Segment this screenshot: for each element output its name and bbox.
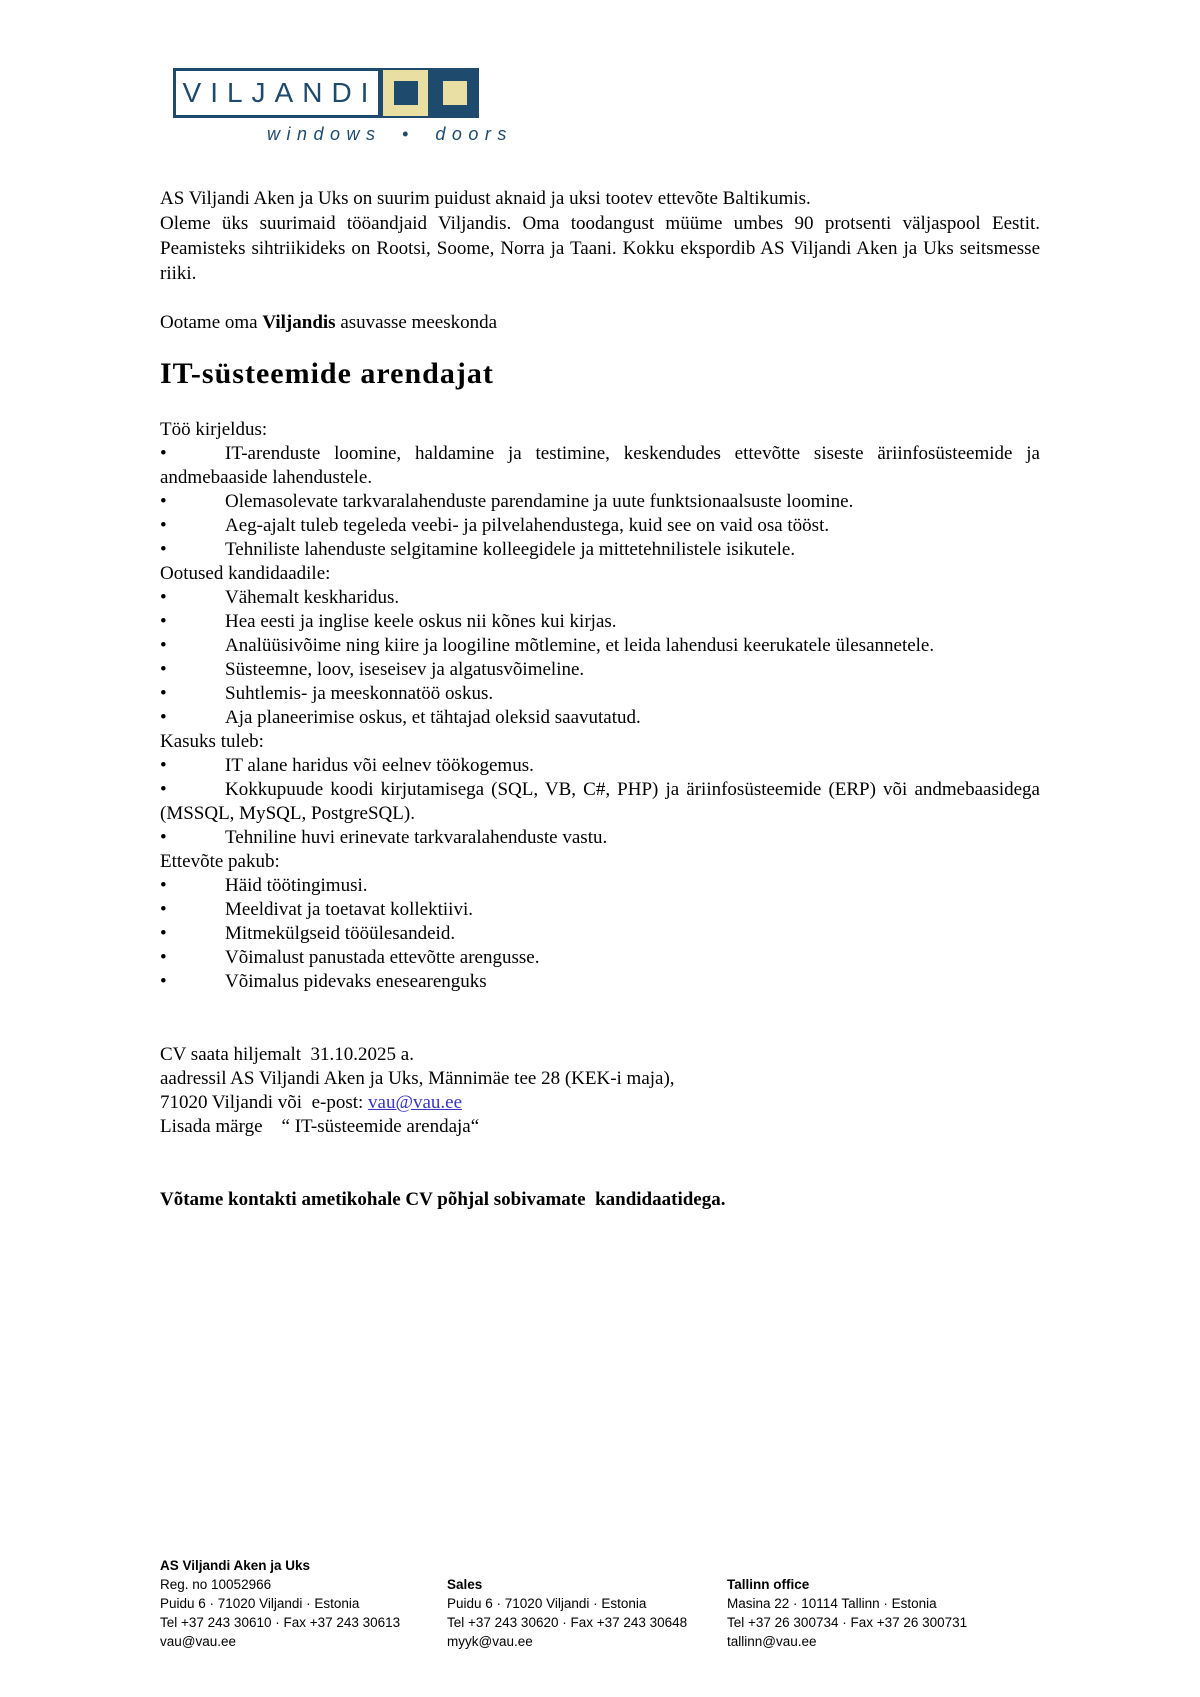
bullet-text: Olemasolevate tarkvaralahenduste parendamine ja uute funktsionaalsuste loomine. bbox=[225, 491, 854, 512]
bullet-item bbox=[160, 898, 1040, 922]
logo-wordmark-box bbox=[173, 68, 381, 118]
bullet-marker: • bbox=[160, 683, 167, 704]
bullet-item bbox=[160, 826, 1040, 850]
bullet-marker: • bbox=[160, 947, 167, 968]
bullet-text: IT alane haridus või eelnev töökogemus. bbox=[225, 755, 534, 776]
logo-door-inner-square bbox=[443, 81, 467, 105]
cv-note-line: Lisada märge “ IT-süsteemide arendaja“ bbox=[160, 1116, 480, 1137]
bullet-text: Süsteemne, loov, iseseisev ja algatusvõimeline. bbox=[225, 659, 585, 680]
bullet-text: Tehniliste lahenduste selgitamine kolleegidele ja mittetehnilistele isikutele. bbox=[225, 539, 796, 560]
bullet-item bbox=[160, 538, 1040, 562]
bullet-item bbox=[160, 514, 1040, 538]
logo-row bbox=[173, 68, 567, 118]
bullet-text: Häid töötingimusi. bbox=[225, 875, 368, 896]
bullet-marker: • bbox=[160, 971, 167, 992]
section-heading-expectations: Ootused kandidaadile: bbox=[160, 563, 331, 584]
section-heading-job-description: Töö kirjeldus: bbox=[160, 419, 268, 440]
bullet-marker: • bbox=[160, 875, 167, 896]
cv-email-prefix: 71020 Viljandi või e-post: bbox=[160, 1092, 369, 1113]
bullet-item bbox=[160, 658, 1040, 682]
email-link[interactable]: vau@vau.ee bbox=[368, 1092, 463, 1113]
bullet-marker: • bbox=[160, 755, 167, 776]
bullet-marker: • bbox=[160, 443, 167, 464]
bullet-text: Vähemalt keskharidus. bbox=[225, 587, 400, 608]
bullet-marker: • bbox=[160, 611, 167, 632]
bullet-text: Aeg-ajalt tuleb tegeleda veebi- ja pilvelahendustega, kuid see on vaid osa tööst. bbox=[225, 515, 830, 536]
logo-door-icon bbox=[430, 68, 479, 118]
footer-sales-email: myyk@vau.ee bbox=[447, 1634, 533, 1649]
bullet-text: Mitmekülgseid tööülesandeid. bbox=[225, 923, 456, 944]
bullet-text: Tehniline huvi erinevate tarkvaralahenduste vastu. bbox=[225, 827, 608, 848]
footer-company-column bbox=[160, 1556, 447, 1651]
bullet-marker: • bbox=[160, 827, 167, 848]
intro-paragraph: Oleme üks suurimaid tööandjaid Viljandis. Oma toodangust müüme umbes 90 protsenti väljaspool Eestit. Peamisteks sihtriikideks on Rootsi, Soome, Norra ja Taani. Kokku ekspordib AS Viljandi Aken ja Uks seitsmesse riiki. bbox=[160, 213, 1040, 284]
bullet-marker: • bbox=[160, 779, 167, 800]
invite-suffix: asuvasse meeskonda bbox=[335, 312, 498, 333]
bullet-text: Võimalust panustada ettevõtte arengusse. bbox=[225, 947, 540, 968]
cv-email-line bbox=[160, 1091, 1040, 1115]
footer bbox=[160, 1556, 1070, 1651]
bullet-item bbox=[160, 922, 1040, 946]
footer-sales-address: Puidu 6 · 71020 Viljandi · Estonia bbox=[447, 1596, 647, 1611]
logo-window-inner-square bbox=[394, 81, 418, 105]
bullet-item bbox=[160, 946, 1040, 970]
bullet-item bbox=[160, 754, 1040, 778]
footer-sales-column bbox=[447, 1575, 727, 1651]
cv-deadline-line: CV saata hiljemalt 31.10.2025 a. bbox=[160, 1044, 414, 1065]
job-title: IT-süsteemide arendajat bbox=[160, 357, 494, 390]
bullet-marker: • bbox=[160, 659, 167, 680]
footer-tallinn-email: tallinn@vau.ee bbox=[727, 1634, 817, 1649]
footer-tallinn-address: Masina 22 · 10114 Tallinn · Estonia bbox=[727, 1596, 937, 1611]
bullet-item bbox=[160, 970, 1040, 994]
bullet-text: Suhtlemis- ja meeskonnatöö oskus. bbox=[225, 683, 494, 704]
invite-line bbox=[160, 311, 1040, 335]
footer-company-title: AS Viljandi Aken ja Uks bbox=[160, 1558, 311, 1573]
section-heading-company-offers: Ettevõte pakub: bbox=[160, 851, 280, 872]
invite-prefix: Ootame oma bbox=[160, 312, 263, 333]
bullet-item bbox=[160, 874, 1040, 898]
bullet-marker: • bbox=[160, 899, 167, 920]
job-posting-content bbox=[160, 186, 1040, 1212]
bullet-item bbox=[160, 634, 1040, 658]
cv-address-line: aadressil AS Viljandi Aken ja Uks, Männimäe tee 28 (KEK-i maja), bbox=[160, 1068, 675, 1089]
bullet-text: IT-arenduste loomine, haldamine ja testimine, keskendudes ettevõtte siseste äriinfosüsteemide ja andmebaaside lahendustele. bbox=[160, 443, 1040, 488]
footer-tallinn-phone: Tel +37 26 300734 · Fax +37 26 300731 bbox=[727, 1615, 968, 1630]
footer-tallinn-title: Tallinn office bbox=[727, 1577, 810, 1592]
bullet-item bbox=[160, 586, 1040, 610]
bullet-item bbox=[160, 682, 1040, 706]
bullet-item bbox=[160, 778, 1040, 826]
bullet-marker: • bbox=[160, 539, 167, 560]
bullet-text: Aja planeerimise oskus, et tähtajad oleksid saavutatud. bbox=[225, 707, 641, 728]
application-instructions bbox=[160, 1043, 1040, 1139]
bullet-text: Hea eesti ja inglise keele oskus nii kõnes kui kirjas. bbox=[225, 611, 617, 632]
bullet-marker: • bbox=[160, 515, 167, 536]
bullet-marker: • bbox=[160, 635, 167, 656]
bullet-marker: • bbox=[160, 587, 167, 608]
footer-company-address: Puidu 6 · 71020 Viljandi · Estonia bbox=[160, 1596, 360, 1611]
bullet-text: Meeldivat ja toetavat kollektiivi. bbox=[225, 899, 473, 920]
company-logo bbox=[173, 68, 567, 145]
bullet-text: Analüüsivõime ning kiire ja loogiline mõtlemine, et leida lahendusi keerukatele ülesannetele. bbox=[225, 635, 935, 656]
intro-line: AS Viljandi Aken ja Uks on suurim puidust aknaid ja uksi tootev ettevõte Baltikumis. bbox=[160, 188, 811, 209]
bullet-text: Võimalus pidevaks enesearenguks bbox=[225, 971, 487, 992]
bullet-item bbox=[160, 442, 1040, 490]
footer-company-phone: Tel +37 243 30610 · Fax +37 243 30613 bbox=[160, 1615, 401, 1630]
logo-brand-text: VILJANDI bbox=[182, 77, 378, 108]
bullet-item bbox=[160, 706, 1040, 730]
bullet-marker: • bbox=[160, 923, 167, 944]
footer-company-reg: Reg. no 10052966 bbox=[160, 1577, 272, 1592]
bullet-item bbox=[160, 610, 1040, 634]
footer-sales-title: Sales bbox=[447, 1577, 483, 1592]
bullet-marker: • bbox=[160, 707, 167, 728]
closing-statement: Võtame kontakti ametikohale CV põhjal sobivamate kandidaatidega. bbox=[160, 1189, 726, 1210]
logo-window-icon bbox=[381, 68, 430, 118]
footer-sales-phone: Tel +37 243 30620 · Fax +37 243 30648 bbox=[447, 1615, 688, 1630]
logo-tagline: windows • doors bbox=[267, 124, 513, 144]
footer-tallinn-column bbox=[727, 1575, 967, 1651]
section-heading-advantages: Kasuks tuleb: bbox=[160, 731, 264, 752]
invite-location: Viljandis bbox=[262, 312, 336, 333]
footer-company-email: vau@vau.ee bbox=[160, 1634, 237, 1649]
bullet-text: Kokkupuude koodi kirjutamisega (SQL, VB, C#, PHP) ja äriinfosüsteemide (ERP) või andmebaasidega (MSSQL, MySQL, PostgreSQL). bbox=[160, 779, 1040, 824]
bullet-item bbox=[160, 490, 1040, 514]
bullet-marker: • bbox=[160, 491, 167, 512]
